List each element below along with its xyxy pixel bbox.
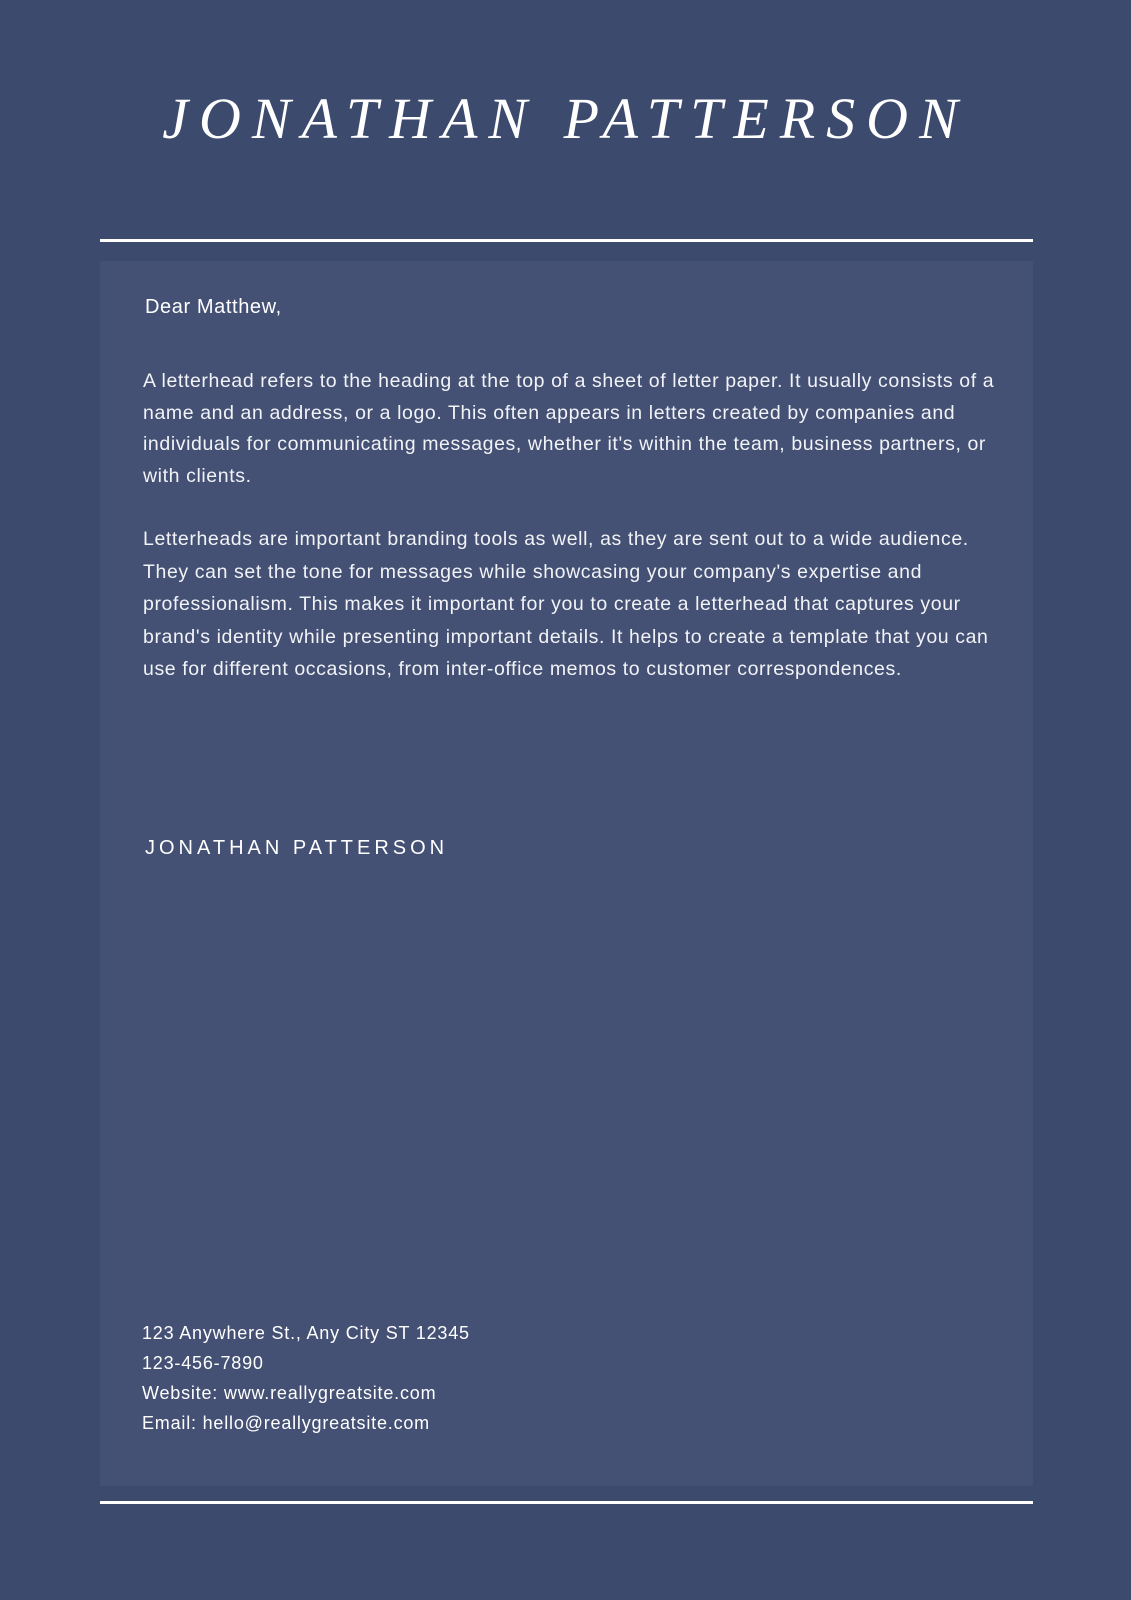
signature-name: JONATHAN PATTERSON: [145, 837, 449, 859]
letter-paragraph-1: A letterhead refers to the heading at the top of a sheet of letter paper. It usually consists of a name and an address, or a logo. This often appears in letters created by companies and individuals for communicating messages, whether it's within the team, business partners, or with clients.: [143, 370, 995, 487]
contact-address: 123 Anywhere St., Any City ST 12345: [142, 1323, 470, 1343]
contact-website: Website: www.reallygreatsite.com: [142, 1383, 437, 1403]
contact-phone: 123-456-7890: [142, 1353, 264, 1373]
contact-email: Email: hello@reallygreatsite.com: [142, 1413, 430, 1433]
letter-paragraph-2: Letterheads are important branding tools as well, as they are sent out to a wide audience. They can set the tone for messages while showcasing your company's expertise and professionalism. This makes it important for you to create a letterhead that captures your brand's identity while presenting important details. It helps to create a template that you can use for different occasions, from inter-office memos to customer correspondences.: [143, 528, 989, 680]
letter-greeting: Dear Matthew,: [145, 296, 282, 318]
top-divider: [100, 239, 1033, 242]
contact-block: [142, 1318, 470, 1438]
letterhead-title: JONATHAN PATTERSON: [162, 86, 969, 151]
bottom-divider: [100, 1501, 1033, 1504]
